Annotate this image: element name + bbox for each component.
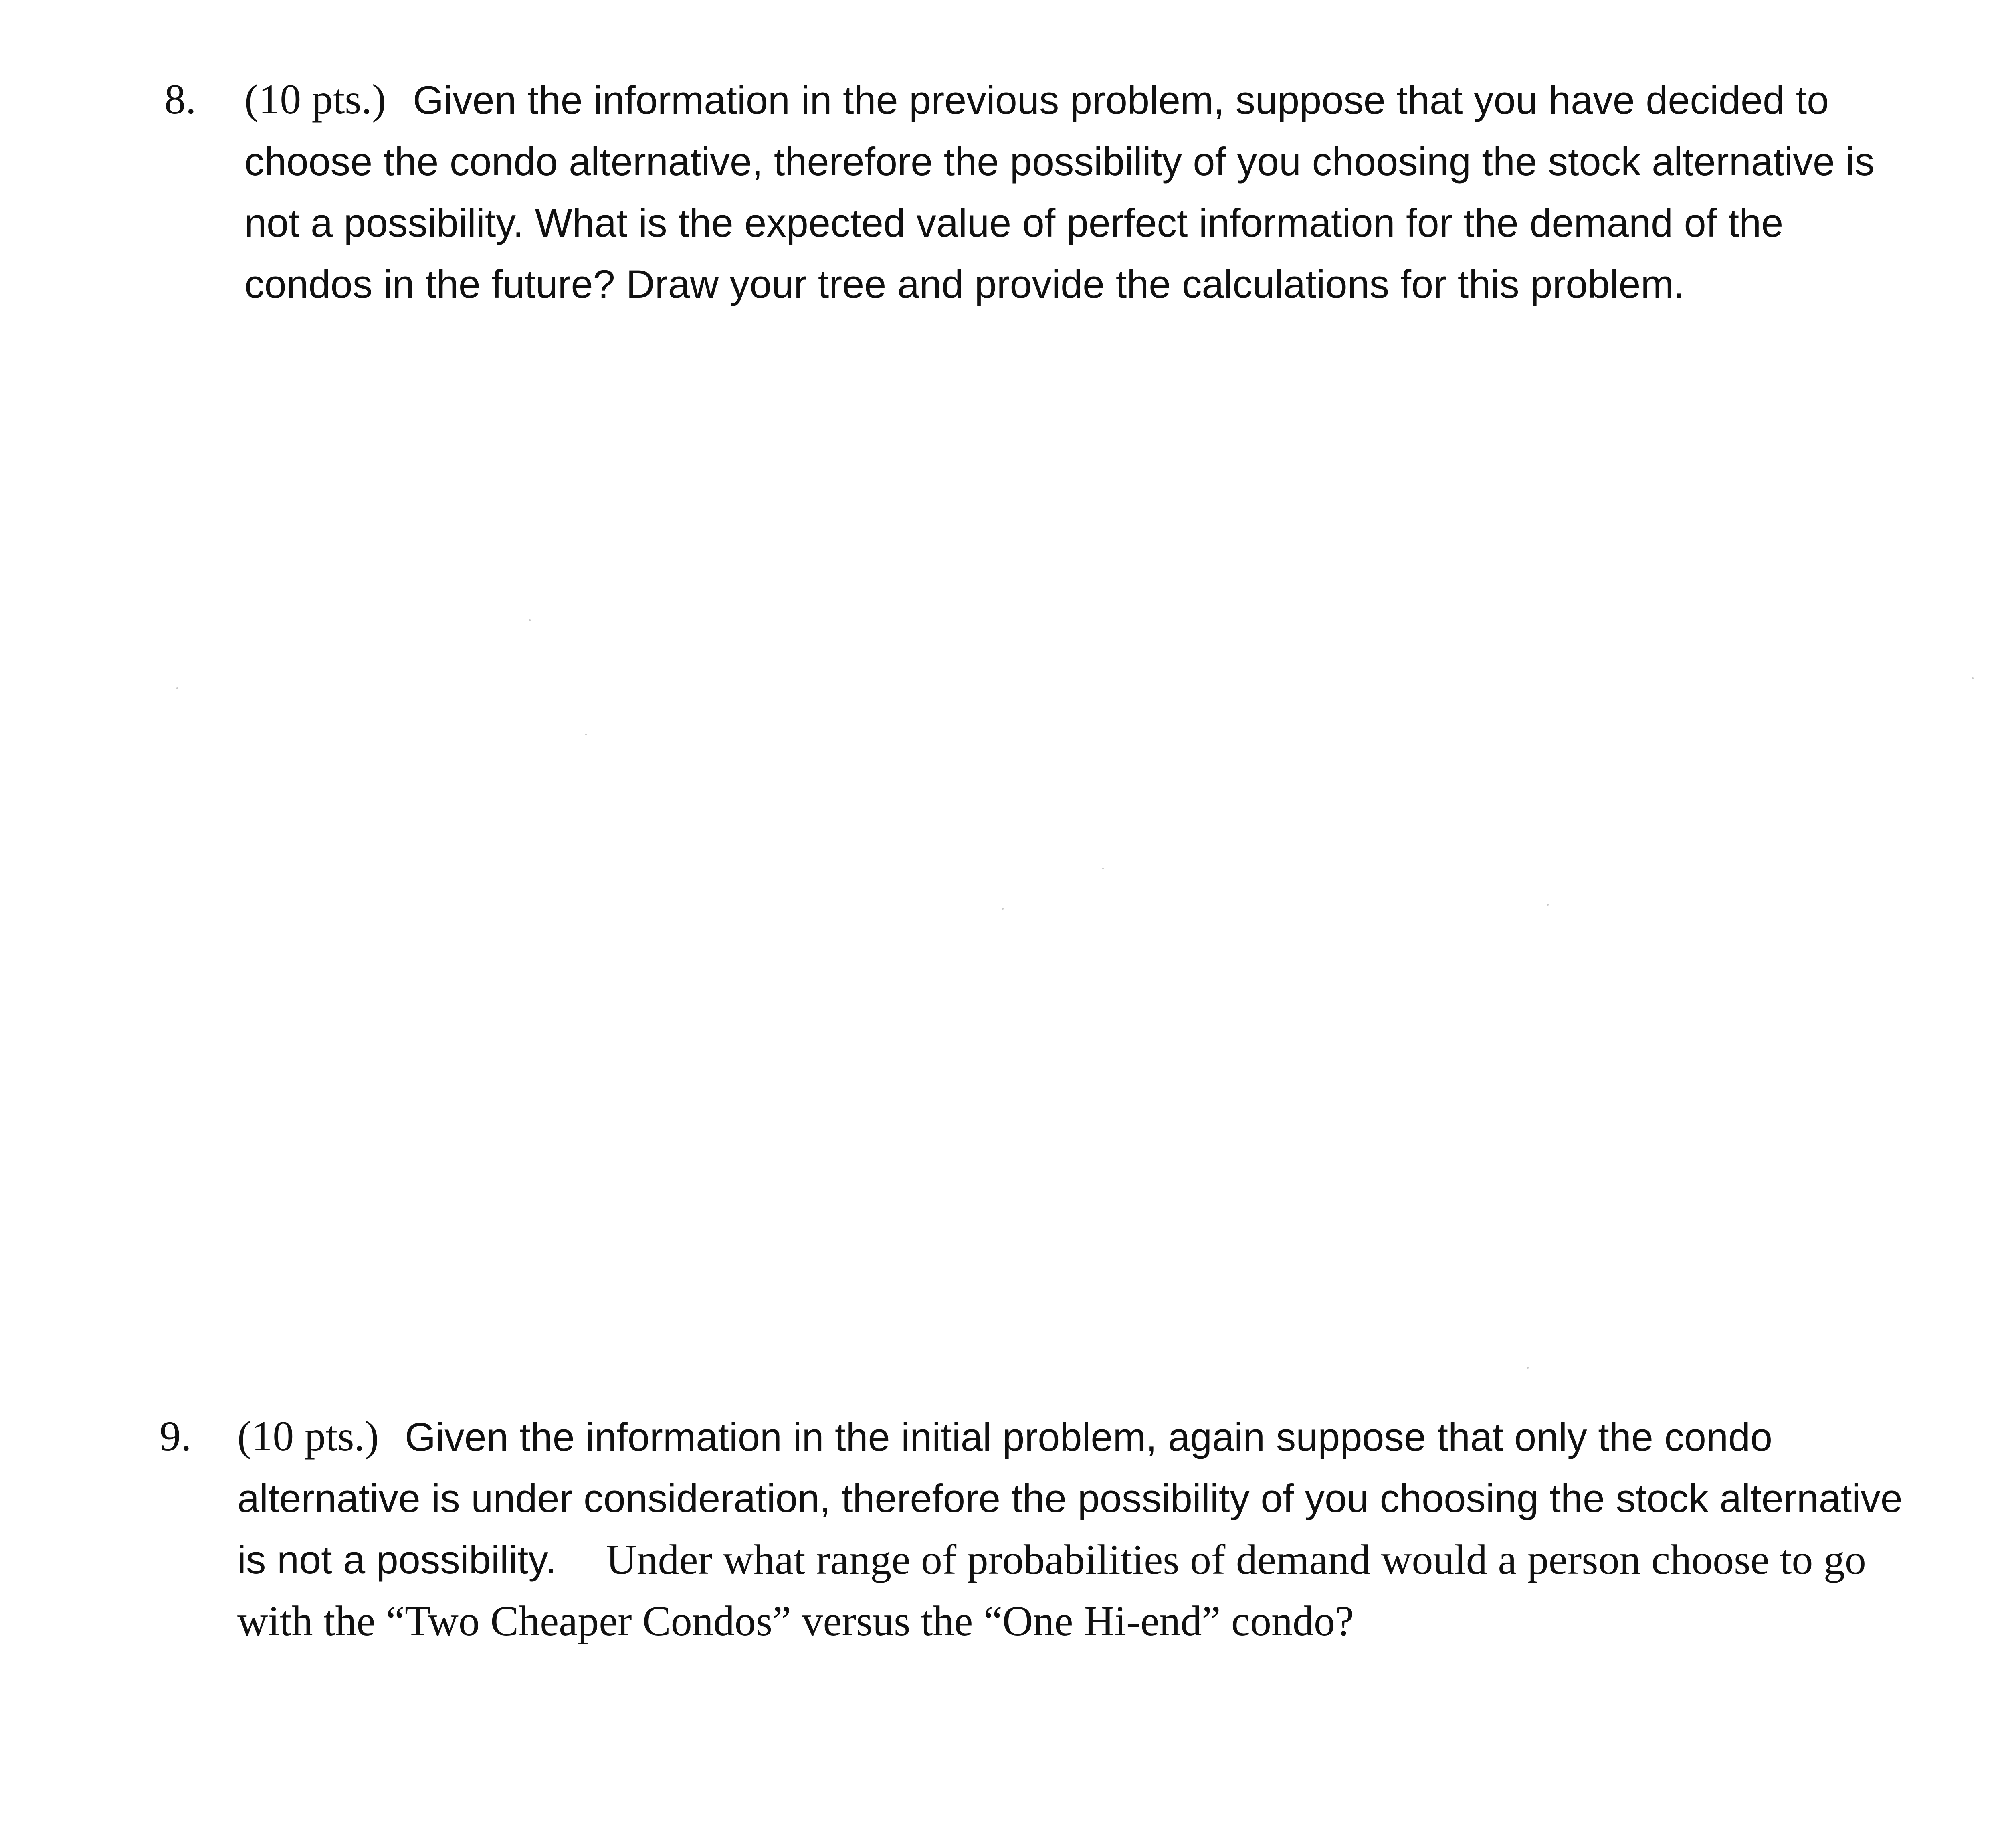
question-9-line-3-serif: Under what range of probabilities of demand would a person choose to go <box>606 1536 1866 1583</box>
question-9-line-2: alternative is under consideration, therefore the possibility of you choosing the stock alternative <box>237 1476 1903 1520</box>
question-8-line-1: Given the information in the previous problem, suppose that you have decided to <box>413 78 1829 122</box>
scan-speck <box>1002 908 1004 910</box>
scan-speck <box>585 734 587 735</box>
question-8-line-3: not a possibility. What is the expected value of perfect information for the demand of the <box>244 200 1784 245</box>
question-9-line-3: is not a possibility. <box>237 1537 557 1582</box>
scan-speck <box>1547 904 1549 906</box>
question-8-points: (10 pts.) <box>244 76 386 123</box>
scan-speck <box>1102 868 1104 869</box>
question-8-number: 8. <box>164 76 196 123</box>
scan-speck <box>1972 677 1974 679</box>
scan-speck <box>176 687 178 689</box>
scan-speck <box>529 619 531 621</box>
question-9-line-4: with the “Two Cheaper Condos” versus the “One Hi-end” condo? <box>237 1597 1354 1644</box>
scan-speck <box>1527 1367 1529 1369</box>
question-9-line-1: Given the information in the initial problem, again suppose that only the condo <box>405 1415 1773 1459</box>
question-8-line-2: choose the condo alternative, therefore the possibility of you choosing the stock alternative is <box>244 139 1875 184</box>
question-9-points: (10 pts.) <box>237 1413 379 1460</box>
question-9-number: 9. <box>160 1413 192 1460</box>
question-8-line-4: condos in the future? Draw your tree and provide the calculations for this problem. <box>244 262 1685 306</box>
